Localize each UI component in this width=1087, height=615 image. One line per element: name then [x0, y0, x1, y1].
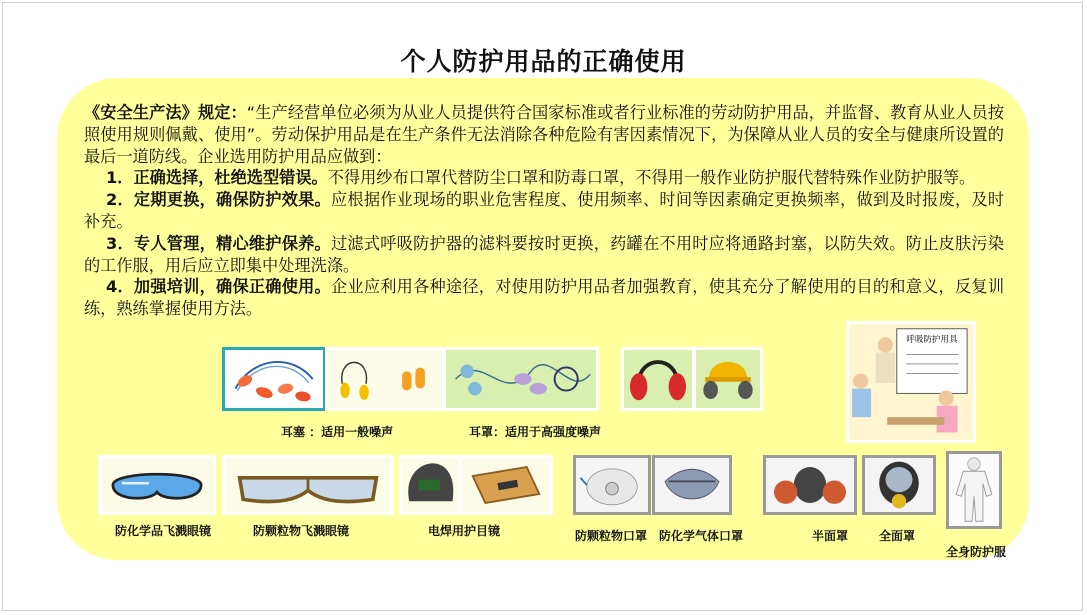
slide-title: 个人防护用品的正确使用 — [400, 47, 687, 76]
training-illustration — [846, 321, 976, 443]
earmuff-image-2 — [693, 347, 763, 411]
goggles-icon — [101, 458, 213, 512]
gas-mask-icon — [655, 458, 729, 512]
rule-2 — [84, 189, 1004, 233]
caption-particle-mask: 防颗粒物口罩 — [575, 529, 648, 543]
rule-3-text: 过滤式呼吸防护器的滤料要按时更换，药罐在不用时应将通路封塞，以防失效。防止皮肤污染的工作服，用后应立即集中处理洗涤。 — [84, 233, 1005, 275]
rule-4-text: 企业应利用各种途径，对使用防护用品者加强教育，使其充分了解使用的目的和意义，反复训练，熟练掌握使用方法。 — [84, 277, 1005, 319]
earmuff-icon — [624, 350, 692, 408]
earplug-image-3 — [443, 347, 599, 411]
welding-helmet-icon — [402, 458, 458, 512]
half-mask-image — [763, 455, 857, 515]
intro-text: “生产经营单位必须为从业人员提供符合国家标准或者行业标准的劳动防护用品，并监督、教育从业人员按照使用规则佩戴、使用”。劳动保护用品是在生产条件无法消除各种危险有害因素情况下，为保障从业人员的安全与健康所设置的最后一道防线。企业选用防护用品应做到： — [84, 103, 1005, 166]
training-icon — [849, 324, 973, 440]
particle-mask-image — [573, 455, 651, 515]
earmuff-image-1 — [621, 347, 695, 411]
earplug-image-2 — [325, 347, 445, 411]
caption-earplug: 耳塞 ：适用一般噪声 — [281, 425, 394, 439]
caption-suit: 全身防护服 — [946, 545, 1007, 559]
rule-2-text: 应根据作业现场的职业危害程度、使用频率、时间等因素确定更换频率，做到及时报废，及时补充。 — [84, 190, 1005, 231]
protective-suit-image — [946, 451, 1002, 529]
reusable-earplug-icon — [446, 350, 596, 408]
caption-half-mask: 半面罩 — [812, 529, 849, 543]
particle-goggles-image — [222, 455, 394, 515]
caption-full-mask: 全面罩 — [879, 529, 916, 543]
rule-3 — [84, 233, 1004, 277]
safety-glasses-icon — [225, 458, 391, 512]
particle-mask-icon — [576, 458, 648, 512]
rule-1 — [84, 167, 1004, 189]
caption-earmuff: 耳罩：适用于高强度噪声 — [469, 425, 602, 439]
welding-helmet-image — [399, 455, 461, 515]
rule-4-heading: 4．加强培训，确保正确使用。 — [106, 277, 331, 297]
intro-paragraph — [84, 102, 1004, 167]
full-mask-image — [862, 455, 936, 515]
chem-goggles-image — [98, 455, 216, 515]
welding-goggles-image — [459, 455, 553, 515]
rule-4 — [84, 276, 1004, 320]
full-face-mask-icon — [865, 458, 933, 512]
caption-chem-goggles: 防化学品飞溅眼镜 — [115, 524, 212, 538]
corded-earplug-icon — [328, 350, 442, 408]
intro-bold: 《安全生产法》规定： — [84, 103, 247, 122]
welding-shield-icon — [462, 458, 550, 512]
helmet-earmuff-icon — [696, 350, 760, 408]
caption-welding: 电焊用护目镜 — [428, 524, 501, 538]
caption-particle-goggles: 防颗粒物飞溅眼镜 — [253, 524, 350, 538]
chem-mask-image — [652, 455, 732, 515]
caption-chem-mask: 防化学气体口罩 — [659, 529, 744, 543]
protective-suit-icon — [949, 454, 999, 526]
rule-1-text: 不得用纱布口罩代替防尘口罩和防毒口罩，不得用一般作业防护服代替特殊作业防护服等。 — [327, 168, 976, 188]
half-mask-icon — [766, 458, 854, 512]
training-sign-text: 呼吸防护用具 — [906, 335, 958, 346]
body-text — [84, 102, 1004, 320]
rule-2-heading: 2．定期更换，确保防护效果。 — [106, 190, 331, 210]
rule-3-heading: 3．专人管理，精心维护保养。 — [106, 233, 331, 253]
rule-1-heading: 1．正确选择，杜绝选型错误。 — [106, 168, 328, 188]
earplug-image-1 — [222, 347, 326, 411]
earplug-icon — [225, 350, 323, 408]
